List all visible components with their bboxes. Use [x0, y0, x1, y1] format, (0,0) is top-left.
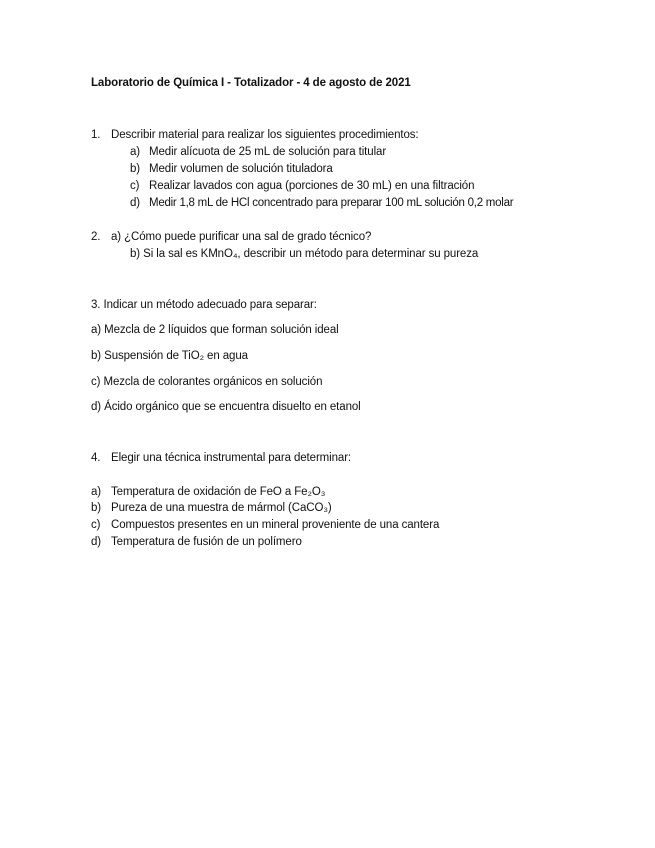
item-text: Realizar lavados con agua (porciones de 30 mL) en una filtración	[149, 180, 475, 192]
item-letter: c)	[130, 180, 140, 192]
item-text: Medir alícuota de 25 mL de solución para titular	[149, 146, 387, 158]
item-letter: a)	[130, 146, 141, 158]
item-text: Pureza de una muestra de mármol (CaCO₃)	[111, 502, 332, 514]
item-text: Medir 1,8 mL de HCl concentrado para preparar 100 mL solución 0,2 molar	[149, 197, 514, 209]
item-text: Temperatura de oxidación de FeO a Fe₂O₃	[111, 486, 326, 498]
item-letter: d)	[91, 536, 102, 548]
exam-title: Laboratorio de Química I - Totalizador - 4 de agosto de 2021	[91, 77, 411, 89]
question-2-part-b: b) Si la sal es KMnO₄, describir un método para determinar su pureza	[130, 248, 479, 260]
item-letter: b)	[130, 163, 141, 175]
question-1-text: Describir material para realizar los siguientes procedimientos:	[111, 129, 419, 141]
question-3-text: 3. Indicar un método adecuado para separar:	[91, 299, 317, 311]
item-letter: d)	[130, 197, 141, 209]
item-text: Temperatura de fusión de un polímero	[111, 536, 302, 548]
item-text: Compuestos presentes en un mineral proveniente de una cantera	[111, 519, 440, 531]
question-2-number: 2.	[91, 231, 101, 243]
question-3-item-d: d) Ácido orgánico que se encuentra disuelto en etanol	[91, 401, 361, 413]
item-text: Medir volumen de solución tituladora	[149, 163, 333, 175]
item-letter: b)	[91, 502, 102, 514]
question-2-part-a: a) ¿Cómo puede purificar una sal de grado técnico?	[111, 231, 372, 243]
item-letter: a)	[91, 486, 102, 498]
question-1-number: 1.	[91, 129, 101, 141]
question-3-item-b: b) Suspensión de TiO₂ en agua	[91, 350, 248, 362]
item-letter: c)	[91, 519, 101, 531]
question-3-item-a: a) Mezcla de 2 líquidos que forman solución ideal	[91, 324, 339, 336]
question-4-text: Elegir una técnica instrumental para determinar:	[111, 452, 352, 464]
question-4-number: 4.	[91, 452, 101, 464]
question-3-item-c: c) Mezcla de colorantes orgánicos en solución	[91, 376, 323, 388]
